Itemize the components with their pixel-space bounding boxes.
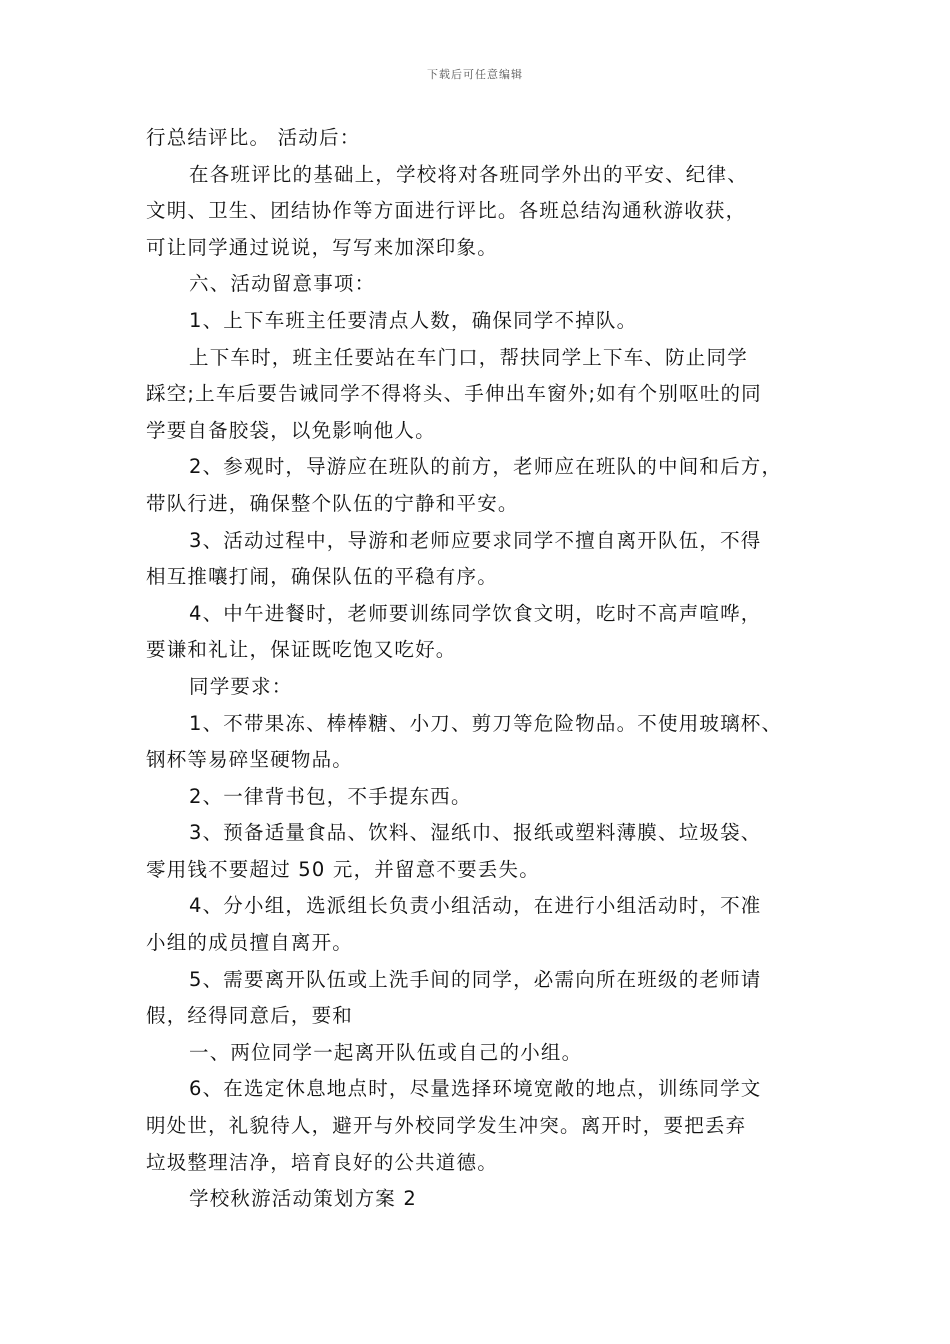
text-line: 小组的成员擅自离开。 [146, 931, 354, 955]
text-line: 学要自备胶袋，以免影响他人。 [146, 418, 436, 442]
text-line: 假，经得同意后，要和 [146, 1004, 354, 1028]
text-line: 一、两位同学一起离开队伍或自己的小组。 [189, 1040, 583, 1064]
text-line: 3、活动过程中，导游和老师应要求同学不擅自离开队伍，不得 [189, 528, 762, 552]
text-line: 6、在选定休息地点时，尽量选择环境宽敞的地点，训练同学文 [189, 1077, 762, 1101]
text-line: 钢杯等易碎坚硬物品。 [146, 748, 354, 772]
text-line: 相互推嚷打闹，确保队伍的平稳有序。 [146, 565, 498, 589]
text-line: 在各班评比的基础上，学校将对各班同学外出的平安、纪律、 [189, 162, 748, 186]
text-line: 学校秋游活动策划方案 2 [189, 1187, 418, 1211]
text-line: 4、分小组，选派组长负责小组活动，在进行小组活动时，不准 [189, 894, 762, 918]
page-header: 下载后可任意编辑 [427, 68, 523, 81]
text-line: 2、参观时，导游应在班队的前方，老师应在班队的中间和后方， [189, 455, 783, 479]
text-line: 上下车时，班主任要站在车门口，帮扶同学上下车、防止同学 [189, 345, 748, 369]
text-line: 零用钱不要超过 50 元，并留意不要丢失。 [146, 857, 540, 881]
text-line: 1、上下车班主任要清点人数，确保同学不掉队。 [189, 308, 638, 332]
text-line: 可让同学通过说说，写写来加深印象。 [146, 235, 498, 259]
text-line: 同学要求： [189, 674, 293, 698]
text-line: 3、预备适量食品、饮料、湿纸巾、报纸或塑料薄膜、垃圾袋、 [189, 821, 762, 845]
text-line: 要谦和礼让，保证既吃饱又吃好。 [146, 638, 457, 662]
document-body [146, 120, 826, 1218]
text-line: 明处世，礼貌待人，避开与外校同学发生冲突。离开时，要把丢弃 [146, 1114, 747, 1138]
text-line: 1、不带果冻、棒棒糖、小刀、剪刀等危险物品。不使用玻璃杯、 [189, 711, 783, 735]
text-line: 文明、卫生、团结协作等方面进行评比。各班总结沟通秋游收获， [146, 199, 747, 223]
text-line: 带队行进，确保整个队伍的宁静和平安。 [146, 491, 519, 515]
text-line: 4、中午进餐时，老师要训练同学饮食文明，吃时不高声喧哗， [189, 601, 762, 625]
text-line: 2、一律背书包，不手提东西。 [189, 784, 472, 808]
text-line: 行总结评比。 活动后： [146, 126, 361, 149]
text-line: 六、活动留意事项： [189, 272, 376, 296]
text-line: 5、需要离开队伍或上洗手间的同学，必需向所在班级的老师请 [189, 967, 762, 991]
text-line: 垃圾整理洁净，培育良好的公共道德。 [146, 1150, 498, 1174]
text-line: 踩空;上车后要告诫同学不得将头、手伸出车窗外;如有个别呕吐的同 [146, 382, 762, 406]
